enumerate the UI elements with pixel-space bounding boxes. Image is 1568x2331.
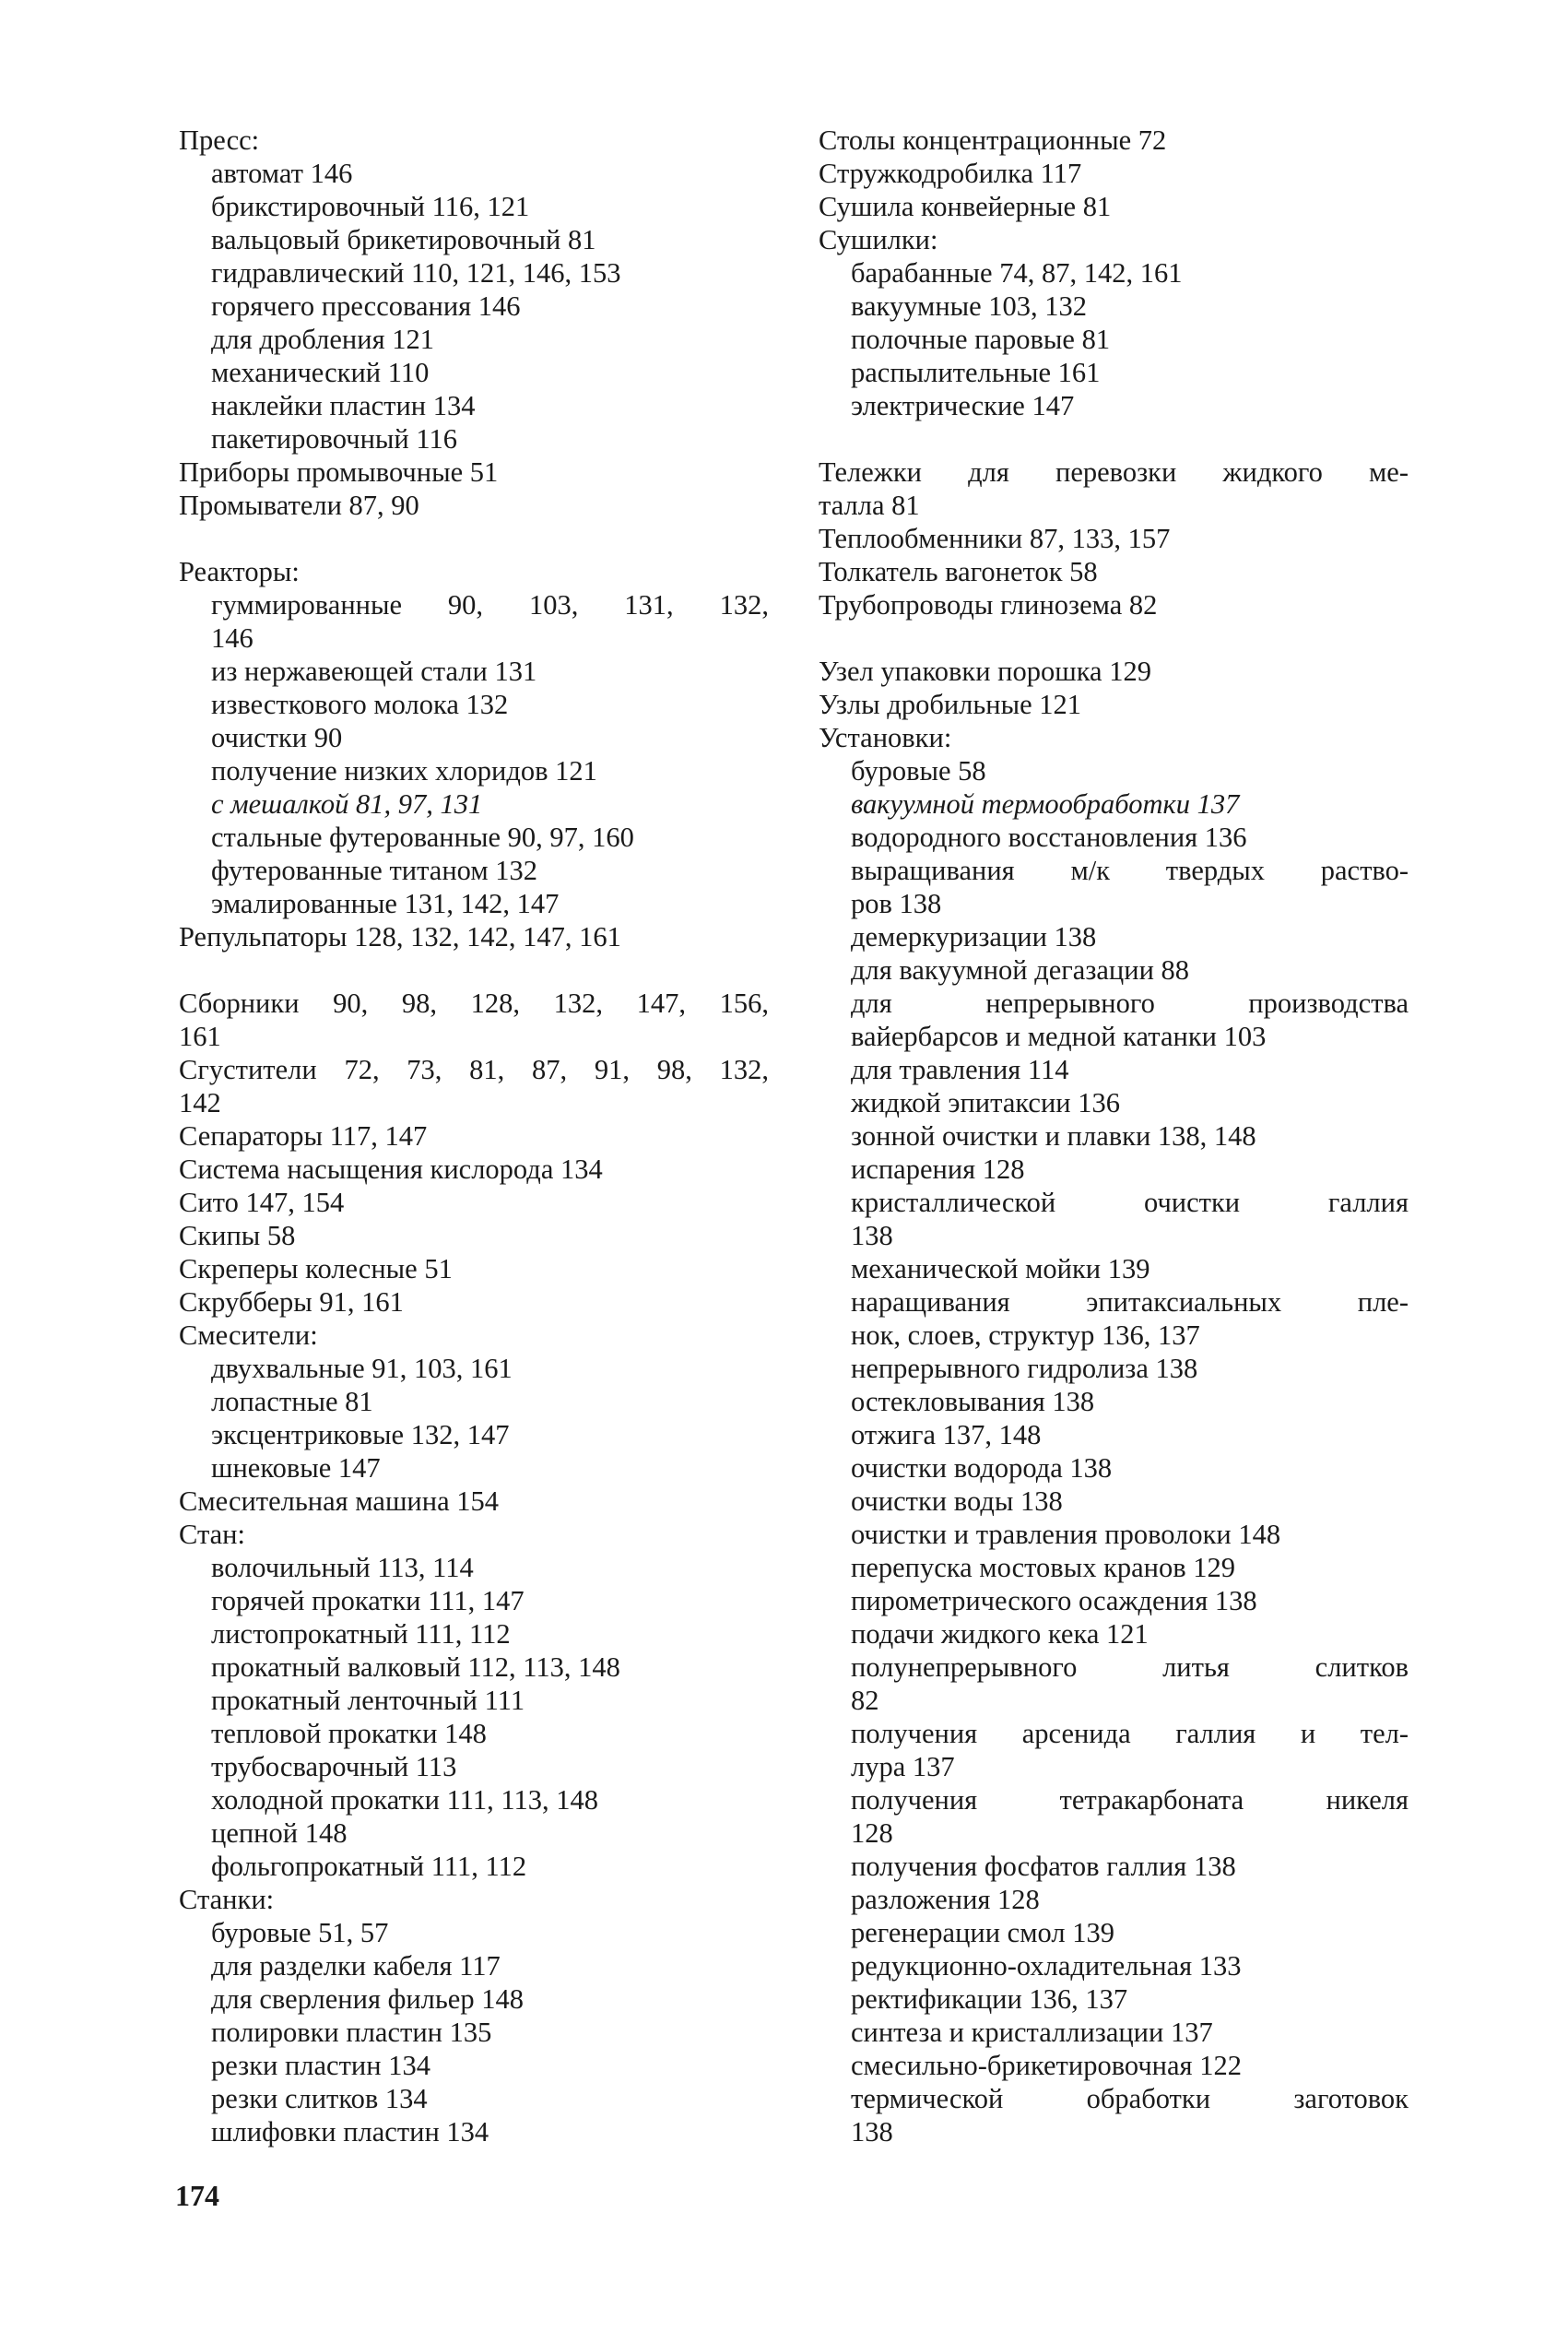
index-subentry: автомат 146 [211,158,353,189]
index-subentry: буровые 51, 57 [211,1917,389,1948]
index-subentry: барабанные 74, 87, 142, 161 [851,257,1183,289]
index-subentry: шнековые 147 [211,1452,381,1484]
index-entry: 161 [179,1021,221,1052]
index-subentry: ров 138 [851,888,942,919]
index-subentry: вальцовый брикетировочный 81 [211,224,596,255]
index-subentry: полировки пластин 135 [211,2017,492,2048]
index-subentry: для травления 114 [851,1054,1069,1085]
index-entry: Сгустители 72, 73, 81, 87, 91, 98, 132, [179,1054,769,1085]
index-subentry: термической обработки заготовок [851,2083,1409,2114]
blank-line [179,953,769,987]
index-subentry: двухвальные 91, 103, 161 [211,1353,513,1384]
index-entry: 142 [179,1087,221,1118]
index-entry: Узел упаковки порошка 129 [819,656,1151,687]
index-entry: Смесительная машина 154 [179,1485,499,1517]
index-subentry: ректификации 136, 137 [851,1983,1128,2015]
index-subentry: буровые 58 [851,755,986,787]
index-subentry: для дробления 121 [211,324,434,355]
index-entry: Смесители: [179,1319,318,1351]
index-subentry: гидравлический 110, 121, 146, 153 [211,257,621,289]
index-subentry: 138 [851,1220,893,1251]
index-subentry: перепуска мостовых кранов 129 [851,1552,1236,1583]
index-subentry: механический 110 [211,357,430,388]
index-subentry: для разделки кабеля 117 [211,1950,501,1982]
index-subentry: разложения 128 [851,1884,1040,1915]
index-entry: Узлы дробильные 121 [819,689,1082,720]
index-subentry: получения арсенида галлия и тел- [851,1718,1409,1749]
index-subentry: очистки воды 138 [851,1485,1063,1517]
index-subentry: полочные паровые 81 [851,324,1111,355]
index-column-right [819,124,1409,2148]
index-subentry: кристаллической очистки галлия [851,1187,1409,1218]
index-subentry: из нержавеющей стали 131 [211,656,537,687]
page-number: 174 [175,2179,219,2212]
index-entry: Промыватели 87, 90 [179,490,419,521]
index-subentry: листопрокатный 111, 112 [211,1618,511,1650]
index-subentry: получения тетракарбоната никеля [851,1784,1409,1816]
index-entry: Сито 147, 154 [179,1187,345,1218]
index-subentry: очистки и травления проволоки 148 [851,1519,1281,1550]
index-entry: Столы концентрационные 72 [819,124,1167,156]
index-subentry: очистки 90 [211,722,343,753]
index-subentry: редукционно-охладительная 133 [851,1950,1242,1982]
index-subentry: лопастные 81 [211,1386,373,1417]
index-subentry: футерованные титаном 132 [211,855,538,886]
index-entry: Сборники 90, 98, 128, 132, 147, 156, [179,988,769,1019]
index-entry: Трубопроводы глинозема 82 [819,589,1158,621]
index-subentry: эмалированные 131, 142, 147 [211,888,560,919]
index-subentry: распылительные 161 [851,357,1101,388]
index-subentry: выращивания м/к твердых раство- [851,855,1409,886]
index-subentry: 138 [851,2116,893,2148]
index-subentry: наращивания эпитаксиальных пле- [851,1286,1409,1318]
index-subentry: водородного восстановления 136 [851,822,1247,853]
index-subentry: пирометрического осаждения 138 [851,1585,1257,1616]
index-subentry: очистки водорода 138 [851,1452,1113,1484]
index-subentry: регенерации смол 139 [851,1917,1114,1948]
index-entry: Сушилки: [819,224,938,255]
index-entry: Теплообменники 87, 133, 157 [819,523,1171,554]
index-subentry: смесильно-брикетировочная 122 [851,2050,1242,2081]
index-subentry: известкового молока 132 [211,689,509,720]
index-entry: Приборы промывочные 51 [179,456,499,488]
index-subentry: пакетировочный 116 [211,423,457,455]
index-subentry: подачи жидкого кека 121 [851,1618,1149,1650]
index-subentry: резки пластин 134 [211,2050,430,2081]
index-subentry: цепной 148 [211,1817,348,1849]
blank-line [819,621,1409,655]
index-subentry: прокатный валковый 112, 113, 148 [211,1651,620,1683]
index-subentry: вакуумной термообработки 137 [851,788,1240,820]
index-entry: Сепараторы 117, 147 [179,1120,428,1152]
index-subentry: прокатный ленточный 111 [211,1685,525,1716]
index-subentry: наклейки пластин 134 [211,390,476,421]
index-subentry: 128 [851,1817,893,1849]
index-entry: Система насыщения кислорода 134 [179,1154,603,1185]
index-subentry: отжига 137, 148 [851,1419,1042,1450]
index-entry: Стан: [179,1519,245,1550]
index-subentry: синтеза и кристаллизации 137 [851,2017,1213,2048]
index-subentry: механической мойки 139 [851,1253,1150,1284]
index-subentry: тепловой прокатки 148 [211,1718,487,1749]
index-subentry: холодной прокатки 111, 113, 148 [211,1784,598,1816]
index-entry: Установки: [819,722,952,753]
index-entry: Стружкодробилка 117 [819,158,1082,189]
index-subentry: для вакуумной дегазации 88 [851,954,1190,986]
index-subentry: зонной очистки и плавки 138, 148 [851,1120,1256,1152]
index-entry: Репульпаторы 128, 132, 142, 147, 161 [179,921,621,953]
index-subentry: фольгопрокатный 111, 112 [211,1851,527,1882]
index-subentry: с мешалкой 81, 97, 131 [211,788,483,820]
index-subentry: непрерывного гидролиза 138 [851,1353,1198,1384]
index-subentry: получение низких хлоридов 121 [211,755,597,787]
index-subentry: остекловывания 138 [851,1386,1095,1417]
index-subentry: нок, слоев, структур 136, 137 [851,1319,1200,1351]
index-subentry: испарения 128 [851,1154,1025,1185]
index-entry: Станки: [179,1884,275,1915]
index-subentry: демеркуризации 138 [851,921,1097,953]
index-entry: Тележки для перевозки жидкого ме- [819,456,1409,488]
index-entry: Скипы 58 [179,1220,296,1251]
index-subentry: горячей прокатки 111, 147 [211,1585,525,1616]
index-subentry: вайербарсов и медной катанки 103 [851,1021,1267,1052]
index-subentry: вакуумные 103, 132 [851,290,1088,322]
index-subentry: резки слитков 134 [211,2083,428,2114]
index-subentry: лура 137 [851,1751,955,1782]
index-subentry: для сверления фильер 148 [211,1983,524,2015]
index-column-left [179,124,769,2148]
index-subentry: жидкой эпитаксии 136 [851,1087,1120,1118]
index-subentry: гуммированные 90, 103, 131, 132, [211,589,769,621]
index-subentry: электрические 147 [851,390,1075,421]
index-entry: талла 81 [819,490,920,521]
index-subentry: трубосварочный 113 [211,1751,457,1782]
index-entry: Толкатель вагонеток 58 [819,556,1098,587]
index-subentry: полунепрерывного литья слитков [851,1651,1409,1683]
index-subentry: волочильный 113, 114 [211,1552,474,1583]
blank-line [819,422,1409,456]
index-subentry: стальные футерованные 90, 97, 160 [211,822,634,853]
index-entry: Скрубберы 91, 161 [179,1286,404,1318]
index-entry: Скреперы колесные 51 [179,1253,453,1284]
index-subentry: горячего прессования 146 [211,290,521,322]
index-entry: Пресс: [179,124,260,156]
index-subentry: 146 [211,622,253,654]
index-subentry: эксцентриковые 132, 147 [211,1419,510,1450]
index-subentry: 82 [851,1685,879,1716]
index-subentry: для непрерывного производства [851,988,1409,1019]
index-entry: Реакторы: [179,556,300,587]
index-entry: Сушила конвейерные 81 [819,191,1112,222]
blank-line [179,522,769,555]
index-subentry: получения фосфатов галлия 138 [851,1851,1236,1882]
index-subentry: шлифовки пластин 134 [211,2116,489,2148]
index-subentry: брикстировочный 116, 121 [211,191,530,222]
